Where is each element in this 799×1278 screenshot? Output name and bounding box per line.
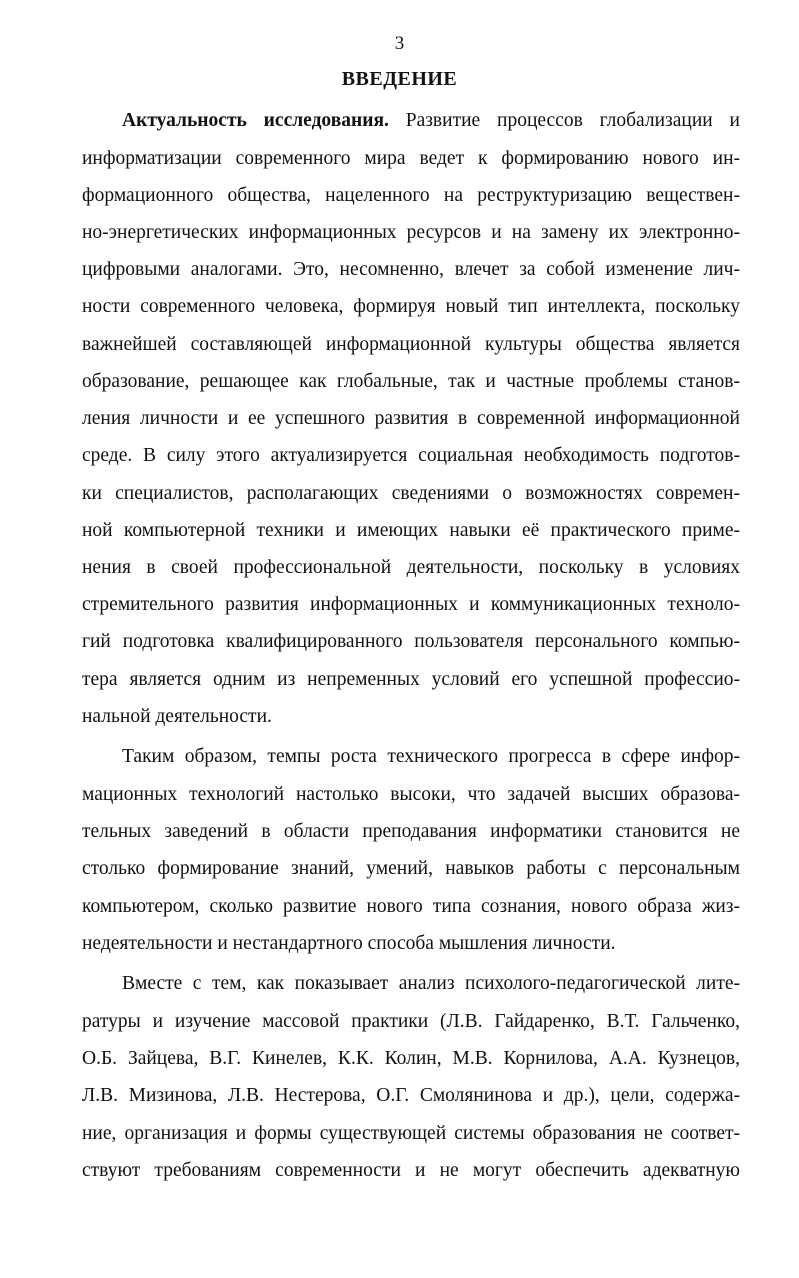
paragraph-3-line: О.Б. Зайцева, В.Г. Кинелев, К.К. Колин, М.В. Корнилова, А.А. Кузнецов, [82,1048,740,1069]
paragraph-1-line: информатизации современного мира ведет к формированию нового ин- [82,148,740,169]
paragraph-1-line: ной компьютерной техники и имеющих навыки её практического приме- [82,520,740,541]
paragraph-lead: Актуальность исследования. [122,110,389,131]
paragraph-2-line: столько формирование знаний, умений, навыков работы с персональным [82,858,740,879]
paragraph-1-line: но-энергетических информационных ресурсов и на замену их электронно- [82,222,740,243]
page-number: 3 [394,33,405,54]
paragraph-text: Развитие процессов глобализации и [388,110,740,131]
paragraph-1-line: нения в своей профессиональной деятельности, поскольку в условиях [82,557,740,578]
paragraph-1-line: тера является одним из непременных условий его успешной профессио- [82,669,740,690]
paragraph-1-line: ки специалистов, располагающих сведениями о возможностях современ- [82,483,740,504]
paragraph-1-line: ления личности и ее успешного развития в современной информационной [82,408,740,429]
paragraph-3-line: ние, организация и формы существующей системы образования не соответ- [82,1123,740,1144]
paragraph-1-line: ности современного человека, формируя новый тип интеллекта, поскольку [82,296,740,317]
paragraph-2-line: компьютером, сколько развитие нового типа сознания, нового образа жиз- [82,896,740,917]
paragraph-1-line: формационного общества, нацеленного на реструктуризацию веществен- [82,185,740,206]
paragraph-2-line: недеятельности и нестандартного способа мышления личности. [82,933,616,954]
paragraph-2-line: тельных заведений в области преподавания информатики становится не [82,821,740,842]
paragraph-1-line: важнейшей составляющей информационной культуры общества является [82,334,740,355]
paragraph-3-line: Л.В. Мизинова, Л.В. Нестерова, О.Г. Смолянинова и др.), цели, содержа- [82,1085,740,1106]
paragraph-1-line: образование, решающее как глобальные, так и частные проблемы станов- [82,371,740,392]
section-heading: ВВЕДЕНИЕ [341,68,458,90]
paragraph-1-line: среде. В силу этого актуализируется социальная необходимость подготов- [82,445,740,466]
paragraph-1-line: нальной деятельности. [82,706,272,727]
paragraph-3-line: ратуры и изучение массовой практики (Л.В. Гайдаренко, В.Т. Гальченко, [82,1011,740,1032]
paragraph-1-line: стремительного развития информационных и коммуникационных техноло- [82,594,740,615]
paragraph-3-line: ствуют требованиям современности и не могут обеспечить адекватную [82,1160,740,1181]
paragraph-2-line: Таким образом, темпы роста технического прогресса в сфере инфор- [122,746,740,767]
paragraph-1-line: гий подготовка квалифицированного пользователя персонального компью- [82,631,740,652]
paragraph-3-line: Вместе с тем, как показывает анализ психолого-педагогической лите- [122,973,740,994]
paragraph-1-line: цифровыми аналогами. Это, несомненно, влечет за собой изменение лич- [82,259,740,280]
paragraph-2-line: мационных технологий настолько высоки, что задачей высших образова- [82,784,740,805]
paragraph-1-line-1 [122,109,740,133]
